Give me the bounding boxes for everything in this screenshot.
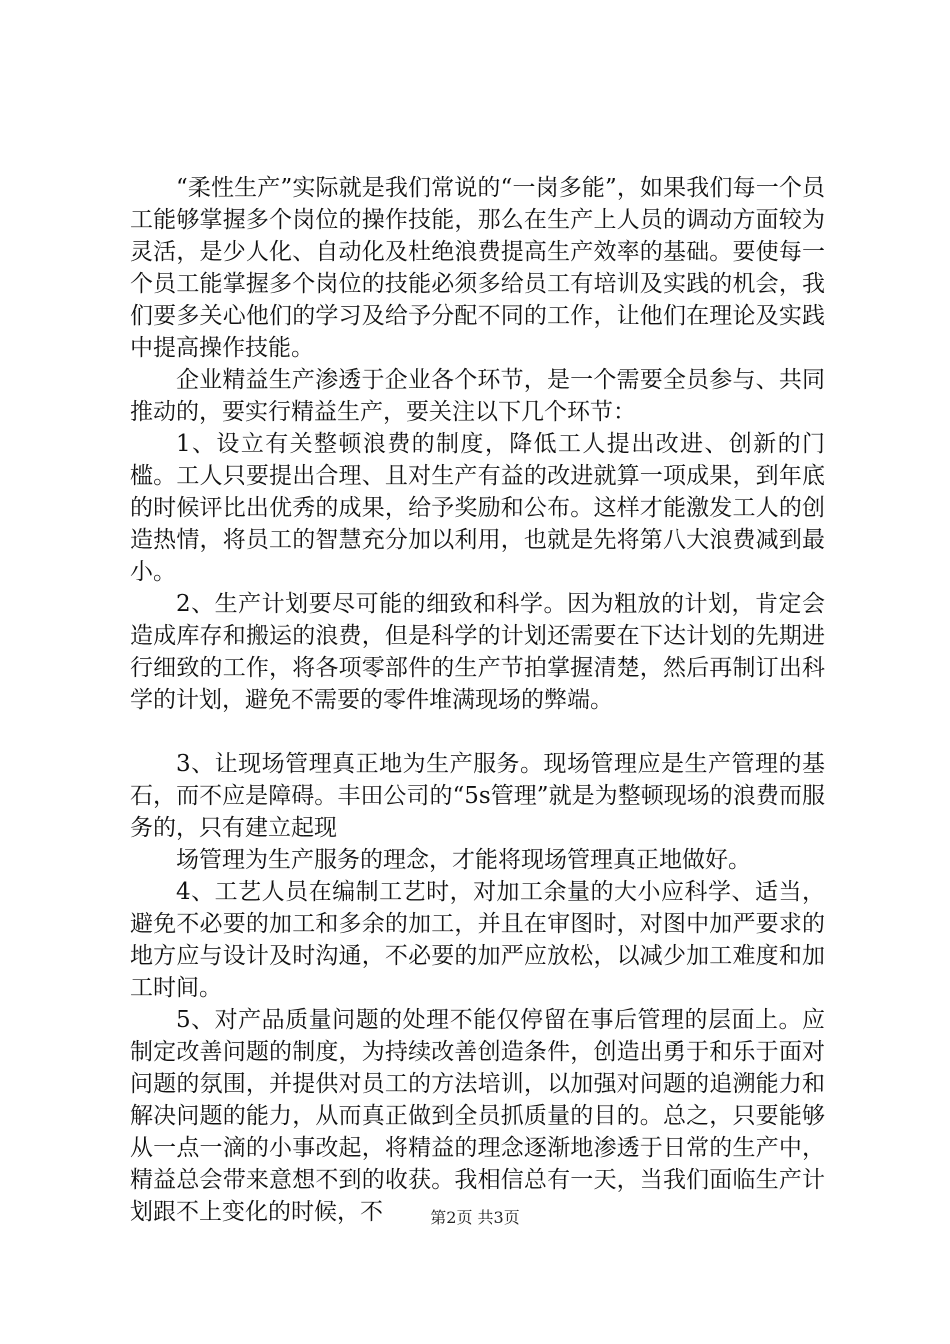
paragraph-item-5: 5、对产品质量问题的处理不能仅停留在事后管理的层面上。应制定改善问题的制度，为持续改善创造条件，创造出勇于和乐于面对问题的氛围，并提供对员工的方法培训，以加强对问题的追溯能力和解决问题的能力，从而真正做到全员抓质量的目的。总之，只要能够从一点一滴的小事改起，将精益的理念逐渐地渗透于日常的生产中，精益总会带来意想不到的收获。我相信总有一天，当我们面临生产计划跟不上变化的时候，不 xyxy=(130,1007,825,1225)
paragraph-item-3: 3、让现场管理真正地为生产服务。现场管理应是生产管理的基石，而不应是障碍。丰田公司的“5s管理”就是为整顿现场的浪费而服务的，只有建立起现 xyxy=(130,751,825,841)
page-footer: 第2页 共3页 xyxy=(430,1208,520,1227)
paragraph-item-2: 2、生产计划要尽可能的细致和科学。因为粗放的计划，肯定会造成库存和搬运的浪费，但是科学的计划还需要在下达计划的先期进行细致的工作，将各项零部件的生产节拍掌握清楚，然后再制订出科学的计划，避免不需要的零件堆满现场的弊端。 xyxy=(130,591,825,713)
paragraph-lean-intro: 企业精益生产渗透于企业各个环节，是一个需要全员参与、共同推动的，要实行精益生产，要关注以下几个环节： xyxy=(130,367,825,425)
blank-line xyxy=(130,716,825,748)
document-body xyxy=(130,172,825,1228)
paragraph-item-4: 4、工艺人员在编制工艺时，对加工余量的大小应科学、适当，避免不必要的加工和多余的加工，并且在审图时，对图中加严要求的地方应与设计及时沟通，不必要的加严应放松，以减少加工难度和加工时间。 xyxy=(130,879,825,1001)
paragraph-item-1: 1、设立有关整顿浪费的制度，降低工人提出改进、创新的门槛。工人只要提出合理、且对生产有益的改进就算一项成果，到年底的时候评比出优秀的成果，给予奖励和公布。这样才能激发工人的创造热情，将员工的智慧充分加以利用，也就是先将第八大浪费减到最小。 xyxy=(130,431,825,585)
paragraph-flexible-production: “柔性生产”实际就是我们常说的“一岗多能”，如果我们每一个员工能够掌握多个岗位的操作技能，那么在生产上人员的调动方面较为灵活，是少人化、自动化及杜绝浪费提高生产效率的基础。要使每一个员工能掌握多个岗位的技能必须多给员工有培训及实践的机会，我们要多关心他们的学习及给予分配不同的工作，让他们在理论及实践中提高操作技能。 xyxy=(130,175,825,361)
paragraph-item-3-continued: 场管理为生产服务的理念，才能将现场管理真正地做好。 xyxy=(176,847,751,873)
